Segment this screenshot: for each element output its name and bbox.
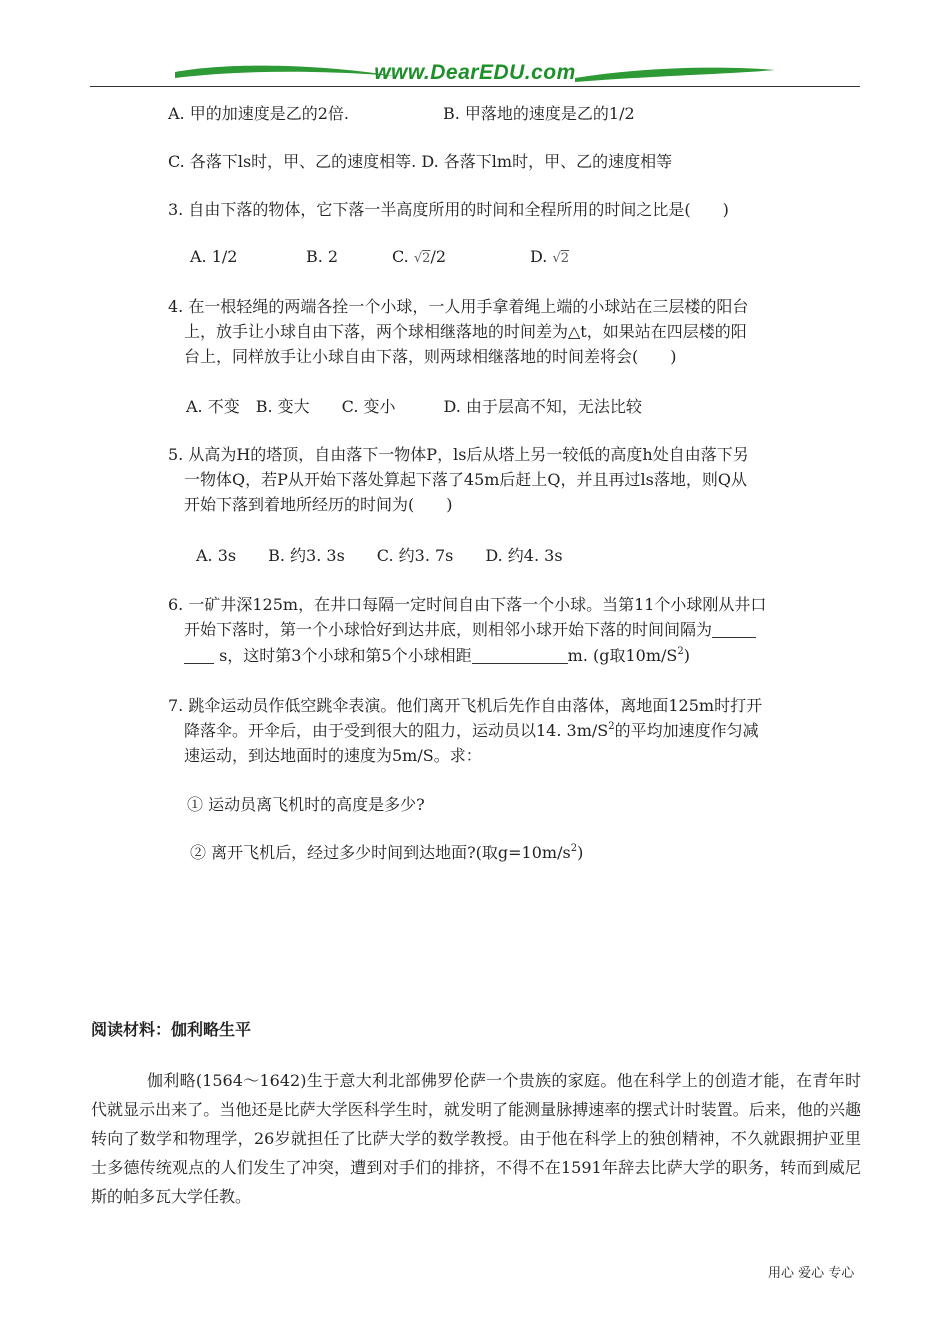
q3-option-c-suffix: /2	[430, 247, 447, 266]
page-footer: 用心 爱心 专心	[768, 1266, 855, 1281]
sqrt-symbol: √2	[413, 251, 431, 266]
q2-option-b: B. 甲落地的速度是乙的1/2	[443, 104, 635, 123]
superscript: 2	[677, 646, 684, 657]
answer-blank-2[interactable]	[472, 647, 568, 664]
q2-options-c-d: C. 各落下ls时，甲、乙的速度相等. D. 各落下lm时，甲、乙的速度相等	[168, 152, 673, 171]
q3-option-c	[392, 246, 446, 270]
q7-stem-line-2	[184, 720, 759, 742]
q6-stem-line-3-text: s，这时第3个小球和第5个小球相距	[219, 646, 472, 665]
reading-title: 阅读材料：伽利略生平	[91, 1020, 252, 1039]
q4-stem-line-2: 上，放手让小球自由下落，两个球相继落地的时间差为△t，如果站在四层楼的阳	[184, 322, 747, 341]
reading-paragraph: 伽利略(1564～1642)生于意大利北部佛罗伦萨一个贵族的家庭。他在科学上的创造才能，在青年时代就显示出来了。当他还是比萨大学医科学生时，就发明了能测量脉搏速率的摆式计时装置。后来，他的兴趣转向了数学和物理学，26岁就担任了比萨大学的数学教授。由于他在科学上的独创精神，不久就跟拥护亚里士多德传统观点的人们发生了冲突，遭到对手们的排挤，不得不在1591年辞去比萨大学的职务，转而到威尼斯的帕多瓦大学任教。	[91, 1071, 861, 1206]
q6-stem-line-2	[184, 619, 756, 641]
q6-stem-line-1: 6. 一矿井深125m，在井口每隔一定时间自由下落一个小球。当第11个小球刚从井口	[168, 595, 767, 614]
q7-sub-question-2-end: )	[577, 843, 584, 862]
q5-stem-line-2: 一物体Q，若P从开始下落处算起下落了45m后赶上Q，并且再过ls落地，则Q从	[184, 470, 747, 489]
q7-sub-question-2	[190, 842, 583, 864]
q7-stem-line-2-text: 降落伞。开伞后，由于受到很大的阻力，运动员以14. 3m/S	[184, 721, 609, 740]
q3-stem: 3. 自由下落的物体，它下落一半高度所用的时间和全程所用的时间之比是( )	[168, 200, 729, 219]
q6-stem-line-3	[184, 645, 690, 667]
q7-sub-question-2-text: ② 离开飞机后，经过多少时间到达地面?(取g=10m/s	[190, 843, 571, 862]
q6-close-paren: )	[683, 646, 691, 665]
q7-stem-line-1: 7. 跳伞运动员作低空跳伞表演。他们离开飞机后先作自由落体，离地面125m时打开	[168, 696, 763, 715]
q4-options: A. 不变 B. 变大 C. 变小 D. 由于层高不知，无法比较	[186, 397, 642, 416]
q4-stem-line-1: 4. 在一根轻绳的两端各拴一个小球，一人用手拿着绳上端的小球站在三层楼的阳台	[168, 297, 749, 316]
q2-option-a: A. 甲的加速度是乙的2倍.	[168, 104, 349, 123]
q5-options: A. 3s B. 约3. 3s C. 约3. 7s D. 约4. 3s	[196, 546, 563, 565]
answer-blank-1a[interactable]	[712, 621, 756, 638]
answer-blank-1b[interactable]	[184, 647, 214, 664]
q7-sub-question-1: ① 运动员离飞机时的高度是多少?	[187, 795, 425, 814]
q6-stem-line-2-text: 开始下落时，第一个小球恰好到达井底，则相邻小球开始下落的时间间隔为	[184, 620, 713, 639]
q7-stem-line-3: 速运动，到达地面时的速度为5m/S。求：	[184, 746, 482, 765]
q3-option-a: A. 1/2	[190, 247, 238, 266]
superscript: 2	[608, 721, 615, 732]
header-rule	[90, 86, 860, 87]
superscript: 2	[570, 843, 578, 854]
q3-option-c-label: C.	[392, 247, 409, 266]
q5-stem-line-1: 5. 从高为H的塔顶，自由落下一物体P，ls后从塔上另一较低的高度h处自由落下另	[168, 445, 749, 464]
sqrt-symbol: √2	[552, 251, 570, 266]
q5-stem-line-3: 开始下落到着地所经历的时间为( )	[184, 495, 453, 514]
page-header	[90, 58, 860, 90]
q6-stem-line-3-unit: m. (g取10m/S	[567, 646, 678, 665]
site-logo[interactable]: www.DearEDU.com	[374, 61, 576, 84]
q3-option-b: B. 2	[306, 247, 339, 266]
q4-stem-line-3: 台上，同样放手让小球自由下落，则两球相继落地的时间差将会( )	[184, 347, 677, 366]
q7-stem-line-2-end: 的平均加速度作匀减	[614, 721, 759, 740]
q3-option-d-label: D.	[530, 247, 548, 266]
q3-option-d	[530, 246, 569, 270]
